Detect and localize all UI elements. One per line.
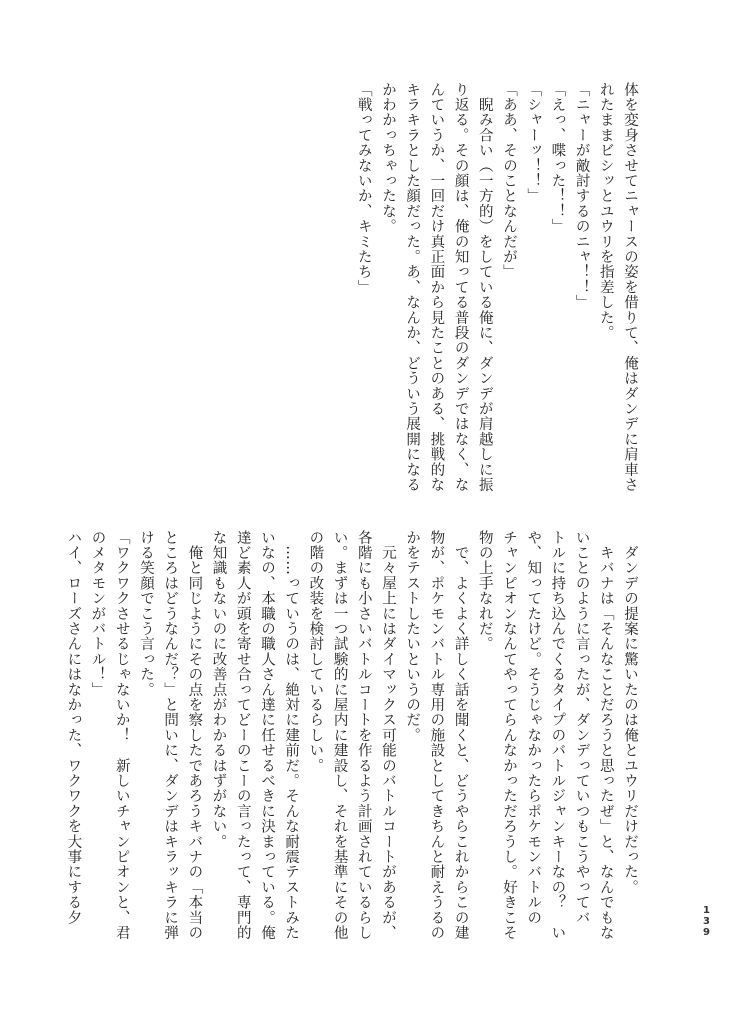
- text-line: 各階にも小さいバトルコートを作るよう計画されているらし: [355, 530, 372, 941]
- text-line: ところはどうなんだ？」と問いに、ダンデはキラッキラに弾: [162, 530, 179, 941]
- text-line: で、よくよく詳しく話を聞くと、どうやらこれからこの建: [452, 530, 469, 941]
- text-line: 体を変身させてニャースの姿を借りて、俺はダンデに肩車さ: [622, 82, 638, 493]
- text-line: 物の上手なれだ。: [476, 530, 493, 652]
- text-line: いなの、本職の職人さん達に任せるべきに決まっている。俺: [258, 530, 275, 941]
- page-number: 139: [701, 905, 712, 938]
- text-line: の階の改装を検討しているらしい。: [307, 530, 324, 774]
- text-line: や、知ってたけど。そうじゃなかったらポケモンバトルの: [525, 530, 542, 926]
- text-block-top: [352, 82, 642, 494]
- text-line: キラキラとした顔だった。あ、なんか、どういう展開になる: [404, 82, 421, 493]
- text-line: 「ニャーが敵討するのニャ！！」: [573, 82, 590, 310]
- text-line: んていうか、一回だけ真正面から見たことのある、挑戦的な: [428, 82, 445, 493]
- text-line: ダンデの提案に驚いたのは俺とユウリだけだった。: [622, 530, 638, 895]
- text-line: ハイ、ローズさんにはなかった、ワクワクを大事にする夕: [65, 530, 82, 926]
- text-line: 「えっ、喋った！！」: [549, 82, 566, 234]
- text-block-bottom: [61, 530, 642, 942]
- text-line: い。まずは一つ試験的に屋内に建設し、それを基準にその他: [331, 530, 348, 941]
- text-line: かわかっちゃったな。: [379, 82, 396, 234]
- text-line: 物が、ポケモンバトル専用の施設としてきちんと耐えうるの: [428, 530, 445, 941]
- text-line: 「ああ、そのことなんだが」: [500, 82, 517, 280]
- text-line: かをテストしたいというのだ。: [404, 530, 421, 743]
- text-line: れたままビシッとユウリを指差した。: [597, 82, 614, 341]
- text-line: 達ど素人が頭を寄せ合ってどーのこーの言ったって、専門的: [234, 530, 251, 941]
- text-line: チャンピオンなんてやってらんなかっただろうし。好きこそ: [500, 530, 517, 941]
- text-line: 「シャーッ！！」: [525, 82, 542, 204]
- text-line: 元々屋上にはダイマックス可能のバトルコートがあるが、: [379, 530, 396, 941]
- text-line: ける笑顔でこう言った。: [137, 530, 154, 698]
- text-line: キバナは「そんなことだろうと思ったぜ」と、なんでもな: [597, 530, 614, 941]
- text-line: 睨み合い（一方的）をしている俺に、ダンデが肩越しに振: [476, 82, 493, 493]
- text-line: 「戦ってみないか、キミたち」: [355, 82, 372, 295]
- text-line: のメタモンがバトル！」: [89, 530, 106, 698]
- text-line: 「ワクワクさせるじゃないか！ 新しいチャンピオンと、君: [113, 530, 130, 941]
- text-line: り返る。その顔は、俺の知ってる普段のダンデではなく、な: [452, 82, 469, 493]
- text-line: いことのように言ったが、ダンデっていつもこうやってバ: [573, 530, 590, 926]
- text-line: ……っていうのは、絶対に建前だ。そんな耐震テストみた: [283, 530, 300, 941]
- text-line: 俺と同じようにその点を察したであろうキバナの「本当の: [186, 530, 203, 941]
- text-line: な知識もないのに改善点がわかるはずがない。: [210, 530, 227, 850]
- text-line: トルに持ち込んでくるタイプのバトルジャンキーなの？ い: [549, 530, 566, 941]
